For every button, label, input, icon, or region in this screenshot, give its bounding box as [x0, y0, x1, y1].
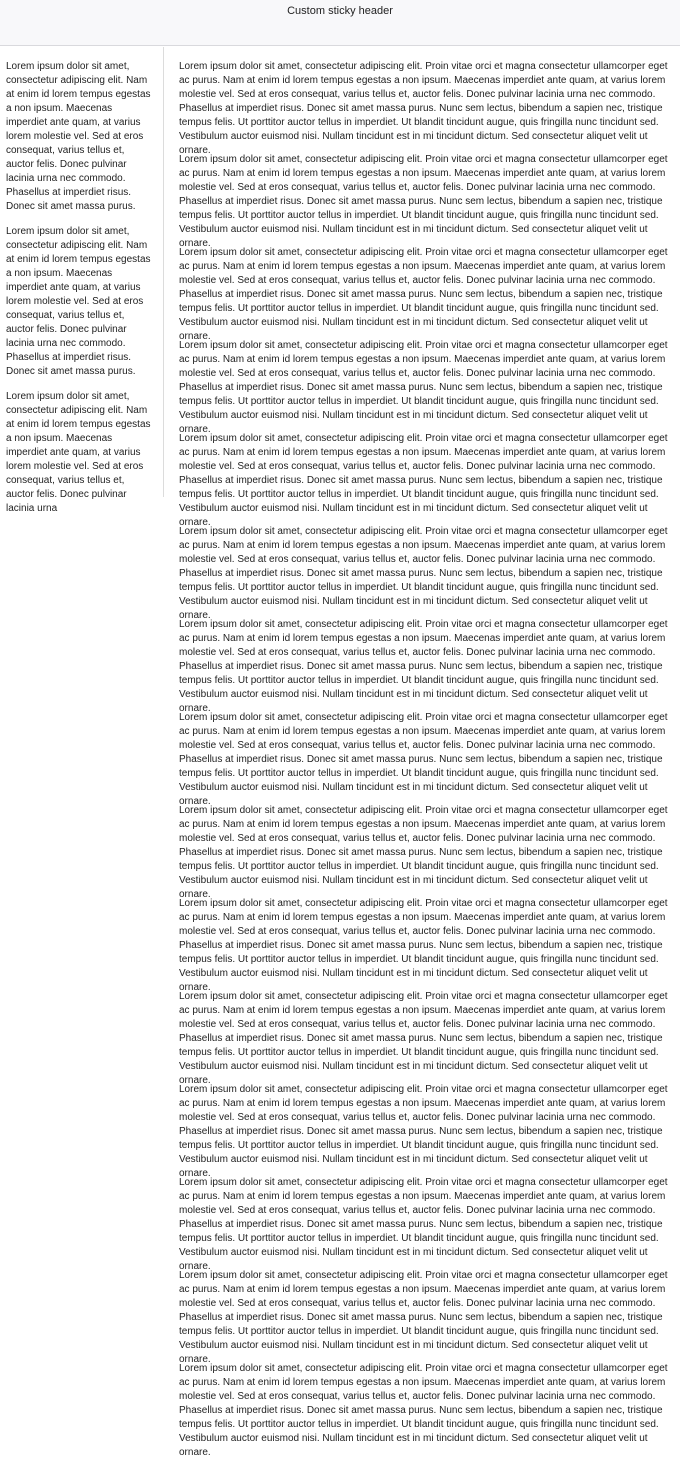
content-paragraph: Lorem ipsum dolor sit amet, consectetur adipiscing elit. Proin vitae orci et magna consectetur ullamcorper eget ac purus. Nam at enim id lorem tempus egestas a non ipsum. Maecenas imperdiet ante quam, at varius lorem molestie vel. Sed at eros consequat, varius tellus et, auctor felis. Donec pulvinar lacinia urna nec commodo. Phasellus at imperdiet risus. Donec sit amet massa purus. Nunc sem lectus, bibendum a sapien nec, tristique tempus felis. Ut porttitor auctor tellus in imperdiet. Ut blandit tincidunt augue, quis fringilla nunc tincidunt sed. Vestibulum auctor euismod nisi. Nullam tincidunt est in mi tincidunt dictum. Sed consectetur aliquet velit ut ornare.	[179, 619, 668, 714]
content-paragraph: Lorem ipsum dolor sit amet, consectetur adipiscing elit. Proin vitae orci et magna consectetur ullamcorper eget ac purus. Nam at enim id lorem tempus egestas a non ipsum. Maecenas imperdiet ante quam, at varius lorem molestie vel. Sed at eros consequat, varius tellus et, auctor felis. Donec pulvinar lacinia urna nec commodo. Phasellus at imperdiet risus. Donec sit amet massa purus. Nunc sem lectus, bibendum a sapien nec, tristique tempus felis. Ut porttitor auctor tellus in imperdiet. Ut blandit tincidunt augue, quis fringilla nunc tincidunt sed. Vestibulum auctor euismod nisi. Nullam tincidunt est in mi tincidunt dictum. Sed consectetur aliquet velit ut ornare.	[179, 154, 668, 249]
content-paragraph: Lorem ipsum dolor sit amet, consectetur adipiscing elit. Proin vitae orci et magna consectetur ullamcorper eget ac purus. Nam at enim id lorem tempus egestas a non ipsum. Maecenas imperdiet ante quam, at varius lorem molestie vel. Sed at eros consequat, varius tellus et, auctor felis. Donec pulvinar lacinia urna nec commodo. Phasellus at imperdiet risus. Donec sit amet massa purus. Nunc sem lectus, bibendum a sapien nec, tristique tempus felis. Ut porttitor auctor tellus in imperdiet. Ut blandit tincidunt augue, quis fringilla nunc tincidunt sed. Vestibulum auctor euismod nisi. Nullam tincidunt est in mi tincidunt dictum. Sed consectetur aliquet velit ut ornare.	[179, 898, 668, 993]
content-paragraph: Lorem ipsum dolor sit amet, consectetur adipiscing elit. Proin vitae orci et magna consectetur ullamcorper eget ac purus. Nam at enim id lorem tempus egestas a non ipsum. Maecenas imperdiet ante quam, at varius lorem molestie vel. Sed at eros consequat, varius tellus et, auctor felis. Donec pulvinar lacinia urna nec commodo. Phasellus at imperdiet risus. Donec sit amet massa purus. Nunc sem lectus, bibendum a sapien nec, tristique tempus felis. Ut porttitor auctor tellus in imperdiet. Ut blandit tincidunt augue, quis fringilla nunc tincidunt sed. Vestibulum auctor euismod nisi. Nullam tincidunt est in mi tincidunt dictum. Sed consectetur aliquet velit ut ornare.	[179, 805, 668, 900]
sidebar-paragraph: Lorem ipsum dolor sit amet, consectetur adipiscing elit. Nam at enim id lorem tempus egestas a non ipsum. Maecenas imperdiet ante quam, at varius lorem molestie vel. Sed at eros consequat, varius tellus et, auctor felis. Donec pulvinar lacinia urna	[6, 391, 151, 514]
sidebar[interactable]	[0, 47, 164, 514]
content-paragraph: Lorem ipsum dolor sit amet, consectetur adipiscing elit. Proin vitae orci et magna consectetur ullamcorper eget ac purus. Nam at enim id lorem tempus egestas a non ipsum. Maecenas imperdiet ante quam, at varius lorem molestie vel. Sed at eros consequat, varius tellus et, auctor felis. Donec pulvinar lacinia urna nec commodo. Phasellus at imperdiet risus. Donec sit amet massa purus. Nunc sem lectus, bibendum a sapien nec, tristique tempus felis. Ut porttitor auctor tellus in imperdiet. Ut blandit tincidunt augue, quis fringilla nunc tincidunt sed. Vestibulum auctor euismod nisi. Nullam tincidunt est in mi tincidunt dictum. Sed consectetur aliquet velit ut ornare.	[179, 712, 668, 807]
sidebar-content	[0, 47, 163, 516]
content-paragraph: Lorem ipsum dolor sit amet, consectetur adipiscing elit. Proin vitae orci et magna consectetur ullamcorper eget ac purus. Nam at enim id lorem tempus egestas a non ipsum. Maecenas imperdiet ante quam, at varius lorem molestie vel. Sed at eros consequat, varius tellus et, auctor felis. Donec pulvinar lacinia urna nec commodo. Phasellus at imperdiet risus. Donec sit amet massa purus. Nunc sem lectus, bibendum a sapien nec, tristique tempus felis. Ut porttitor auctor tellus in imperdiet. Ut blandit tincidunt augue, quis fringilla nunc tincidunt sed. Vestibulum auctor euismod nisi. Nullam tincidunt est in mi tincidunt dictum. Sed consectetur aliquet velit ut ornare.	[179, 61, 668, 156]
content-paragraph: Lorem ipsum dolor sit amet, consectetur adipiscing elit. Proin vitae orci et magna consectetur ullamcorper eget ac purus. Nam at enim id lorem tempus egestas a non ipsum. Maecenas imperdiet ante quam, at varius lorem molestie vel. Sed at eros consequat, varius tellus et, auctor felis. Donec pulvinar lacinia urna nec commodo. Phasellus at imperdiet risus. Donec sit amet massa purus. Nunc sem lectus, bibendum a sapien nec, tristique tempus felis. Ut porttitor auctor tellus in imperdiet. Ut blandit tincidunt augue, quis fringilla nunc tincidunt sed. Vestibulum auctor euismod nisi. Nullam tincidunt est in mi tincidunt dictum. Sed consectetur aliquet velit ut ornare.	[179, 526, 668, 621]
content-paragraph: Lorem ipsum dolor sit amet, consectetur adipiscing elit. Proin vitae orci et magna consectetur ullamcorper eget ac purus. Nam at enim id lorem tempus egestas a non ipsum. Maecenas imperdiet ante quam, at varius lorem molestie vel. Sed at eros consequat, varius tellus et, auctor felis. Donec pulvinar lacinia urna nec commodo. Phasellus at imperdiet risus. Donec sit amet massa purus. Nunc sem lectus, bibendum a sapien nec, tristique tempus felis. Ut porttitor auctor tellus in imperdiet. Ut blandit tincidunt augue, quis fringilla nunc tincidunt sed. Vestibulum auctor euismod nisi. Nullam tincidunt est in mi tincidunt dictum. Sed consectetur aliquet velit ut ornare.	[179, 1177, 668, 1272]
sticky-header	[0, 0, 680, 46]
sidebar-paragraph: Lorem ipsum dolor sit amet, consectetur adipiscing elit. Nam at enim id lorem tempus egestas a non ipsum. Maecenas imperdiet ante quam, at varius lorem molestie vel. Sed at eros consequat, varius tellus et, auctor felis. Donec pulvinar lacinia urna nec commodo. Phasellus at imperdiet risus. Donec sit amet massa purus.	[6, 226, 151, 377]
header-title: Custom sticky header	[287, 5, 393, 17]
content-paragraph: Lorem ipsum dolor sit amet, consectetur adipiscing elit. Proin vitae orci et magna consectetur ullamcorper eget ac purus. Nam at enim id lorem tempus egestas a non ipsum. Maecenas imperdiet ante quam, at varius lorem molestie vel. Sed at eros consequat, varius tellus et, auctor felis. Donec pulvinar lacinia urna nec commodo. Phasellus at imperdiet risus. Donec sit amet massa purus. Nunc sem lectus, bibendum a sapien nec, tristique tempus felis. Ut porttitor auctor tellus in imperdiet. Ut blandit tincidunt augue, quis fringilla nunc tincidunt sed. Vestibulum auctor euismod nisi. Nullam tincidunt est in mi tincidunt dictum. Sed consectetur aliquet velit ut ornare.	[179, 1270, 668, 1365]
content-paragraph: Lorem ipsum dolor sit amet, consectetur adipiscing elit. Proin vitae orci et magna consectetur ullamcorper eget ac purus. Nam at enim id lorem tempus egestas a non ipsum. Maecenas imperdiet ante quam, at varius lorem molestie vel. Sed at eros consequat, varius tellus et, auctor felis. Donec pulvinar lacinia urna nec commodo. Phasellus at imperdiet risus. Donec sit amet massa purus. Nunc sem lectus, bibendum a sapien nec, tristique tempus felis. Ut porttitor auctor tellus in imperdiet. Ut blandit tincidunt augue, quis fringilla nunc tincidunt sed. Vestibulum auctor euismod nisi. Nullam tincidunt est in mi tincidunt dictum. Sed consectetur aliquet velit ut ornare.	[179, 340, 668, 435]
content-paragraph: Lorem ipsum dolor sit amet, consectetur adipiscing elit. Proin vitae orci et magna consectetur ullamcorper eget ac purus. Nam at enim id lorem tempus egestas a non ipsum. Maecenas imperdiet ante quam, at varius lorem molestie vel. Sed at eros consequat, varius tellus et, auctor felis. Donec pulvinar lacinia urna nec commodo. Phasellus at imperdiet risus. Donec sit amet massa purus. Nunc sem lectus, bibendum a sapien nec, tristique tempus felis. Ut porttitor auctor tellus in imperdiet. Ut blandit tincidunt augue, quis fringilla nunc tincidunt sed. Vestibulum auctor euismod nisi. Nullam tincidunt est in mi tincidunt dictum. Sed consectetur aliquet velit ut ornare.	[179, 1084, 668, 1179]
content-paragraph: Lorem ipsum dolor sit amet, consectetur adipiscing elit. Proin vitae orci et magna consectetur ullamcorper eget ac purus. Nam at enim id lorem tempus egestas a non ipsum. Maecenas imperdiet ante quam, at varius lorem molestie vel. Sed at eros consequat, varius tellus et, auctor felis. Donec pulvinar lacinia urna nec commodo. Phasellus at imperdiet risus. Donec sit amet massa purus. Nunc sem lectus, bibendum a sapien nec, tristique tempus felis. Ut porttitor auctor tellus in imperdiet. Ut blandit tincidunt augue, quis fringilla nunc tincidunt sed. Vestibulum auctor euismod nisi. Nullam tincidunt est in mi tincidunt dictum. Sed consectetur aliquet velit ut ornare.	[179, 247, 668, 342]
content-paragraph: Lorem ipsum dolor sit amet, consectetur adipiscing elit. Proin vitae orci et magna consectetur ullamcorper eget ac purus. Nam at enim id lorem tempus egestas a non ipsum. Maecenas imperdiet ante quam, at varius lorem molestie vel. Sed at eros consequat, varius tellus et, auctor felis. Donec pulvinar lacinia urna nec commodo. Phasellus at imperdiet risus. Donec sit amet massa purus. Nunc sem lectus, bibendum a sapien nec, tristique tempus felis. Ut porttitor auctor tellus in imperdiet. Ut blandit tincidunt augue, quis fringilla nunc tincidunt sed. Vestibulum auctor euismod nisi. Nullam tincidunt est in mi tincidunt dictum. Sed consectetur aliquet velit ut ornare.	[179, 991, 668, 1086]
main-content[interactable]	[165, 47, 680, 1458]
sidebar-paragraph: Lorem ipsum dolor sit amet, consectetur adipiscing elit. Nam at enim id lorem tempus egestas a non ipsum. Maecenas imperdiet ante quam, at varius lorem molestie vel. Sed at eros consequat, varius tellus et, auctor felis. Donec pulvinar lacinia urna nec commodo. Phasellus at imperdiet risus. Donec sit amet massa purus.	[6, 61, 151, 212]
content-paragraph: Lorem ipsum dolor sit amet, consectetur adipiscing elit. Proin vitae orci et magna consectetur ullamcorper eget ac purus. Nam at enim id lorem tempus egestas a non ipsum. Maecenas imperdiet ante quam, at varius lorem molestie vel. Sed at eros consequat, varius tellus et, auctor felis. Donec pulvinar lacinia urna nec commodo. Phasellus at imperdiet risus. Donec sit amet massa purus. Nunc sem lectus, bibendum a sapien nec, tristique tempus felis. Ut porttitor auctor tellus in imperdiet. Ut blandit tincidunt augue, quis fringilla nunc tincidunt sed. Vestibulum auctor euismod nisi. Nullam tincidunt est in mi tincidunt dictum. Sed consectetur aliquet velit ut ornare.	[179, 433, 668, 528]
content-paragraph: Lorem ipsum dolor sit amet, consectetur adipiscing elit. Proin vitae orci et magna consectetur ullamcorper eget ac purus. Nam at enim id lorem tempus egestas a non ipsum. Maecenas imperdiet ante quam, at varius lorem molestie vel. Sed at eros consequat, varius tellus et, auctor felis. Donec pulvinar lacinia urna nec commodo. Phasellus at imperdiet risus. Donec sit amet massa purus. Nunc sem lectus, bibendum a sapien nec, tristique tempus felis. Ut porttitor auctor tellus in imperdiet. Ut blandit tincidunt augue, quis fringilla nunc tincidunt sed. Vestibulum auctor euismod nisi. Nullam tincidunt est in mi tincidunt dictum. Sed consectetur aliquet velit ut ornare.	[179, 1363, 668, 1458]
main-content-inner	[165, 47, 680, 1458]
